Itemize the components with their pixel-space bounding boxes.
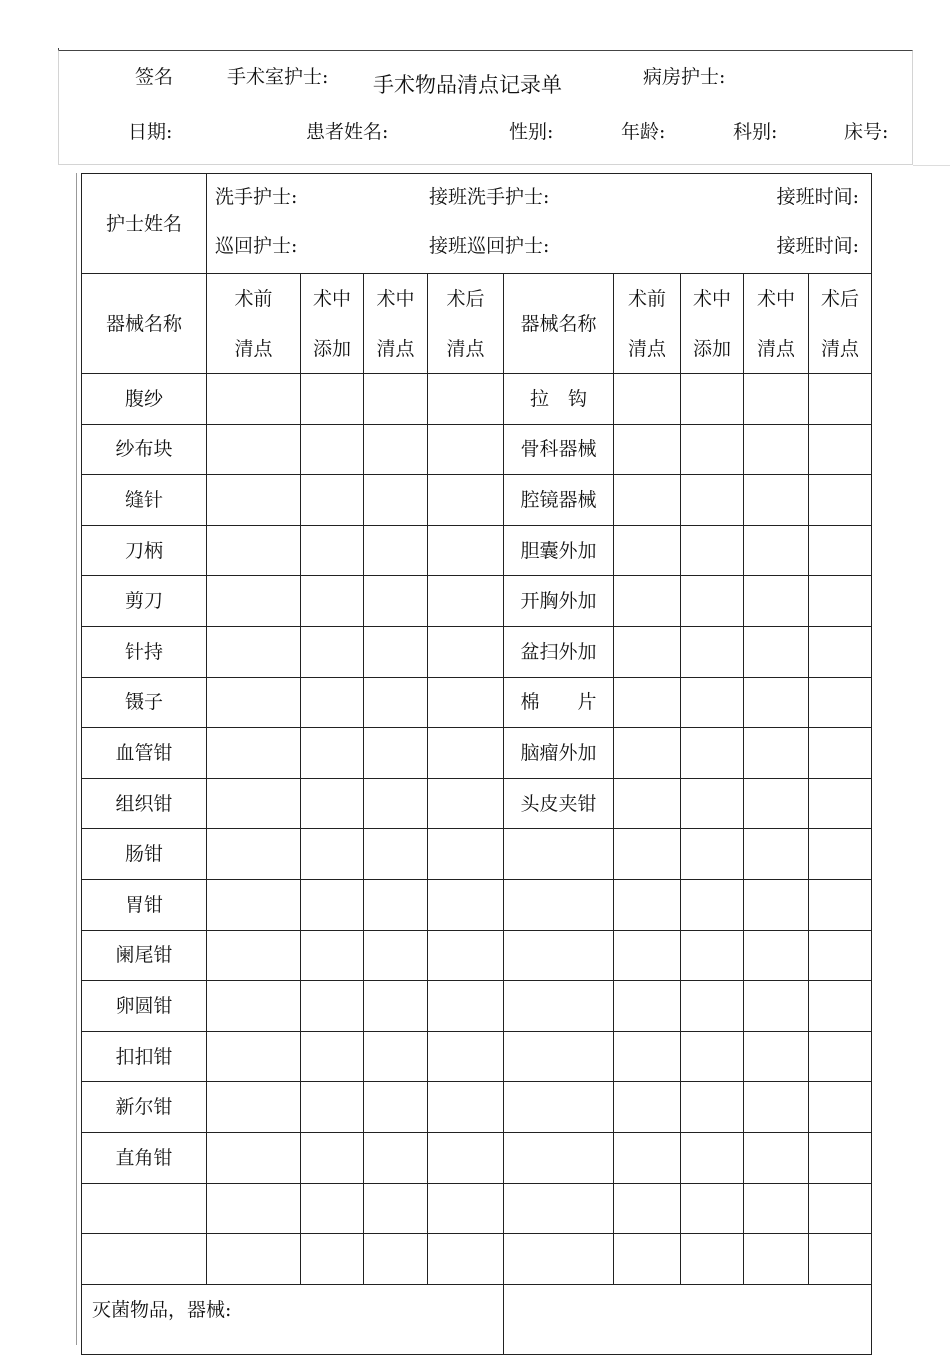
count-cell[interactable] [364,829,428,880]
table-row [82,1082,872,1133]
count-cell[interactable] [614,981,681,1032]
count-cell[interactable] [681,374,744,425]
table-row [82,728,872,779]
count-cell[interactable] [744,677,809,728]
relief-circulating-nurse-label: 接班巡回护士: [429,235,550,257]
instrument-name: 针持 [82,626,207,677]
count-cell[interactable] [207,1132,301,1183]
count-cell[interactable] [809,576,872,627]
count-cell[interactable] [744,778,809,829]
count-cell[interactable] [301,475,364,526]
page-title: 手术物品清点记录单 [373,73,562,97]
post-op-count-header: 术后 清点 [809,274,872,374]
instrument-name [504,1031,614,1082]
count-cell[interactable] [681,626,744,677]
count-cell[interactable] [809,1234,872,1285]
header-divider [913,165,950,166]
count-cell[interactable] [614,374,681,425]
instrument-name: 扣扣钳 [82,1031,207,1082]
count-cell[interactable] [744,1183,809,1234]
count-cell[interactable] [744,829,809,880]
count-cell[interactable] [681,728,744,779]
count-cell[interactable] [207,1082,301,1133]
count-cell[interactable] [301,1082,364,1133]
instrument-name-header: 器械名称 [82,274,207,374]
count-cell[interactable] [614,576,681,627]
count-cell[interactable] [207,576,301,627]
sterile-items-row [82,1284,872,1354]
table-row [82,829,872,880]
count-cell[interactable] [681,1031,744,1082]
count-cell[interactable] [681,475,744,526]
count-cell[interactable] [428,677,504,728]
count-cell[interactable] [809,829,872,880]
count-cell[interactable] [809,525,872,576]
instrument-name: 胃钳 [82,879,207,930]
instrument-name-header: 器械名称 [504,274,614,374]
count-cell[interactable] [364,1082,428,1133]
count-cell[interactable] [681,1082,744,1133]
count-cell[interactable] [364,374,428,425]
handover-time-label: 接班时间: [776,235,859,257]
count-cell[interactable] [744,374,809,425]
count-cell[interactable] [681,829,744,880]
count-cell[interactable] [681,930,744,981]
header-box [58,50,913,165]
count-cell[interactable] [301,626,364,677]
count-cell[interactable] [207,626,301,677]
count-cell[interactable] [364,930,428,981]
count-cell[interactable] [428,424,504,475]
instrument-name: 刀柄 [82,525,207,576]
count-cell[interactable] [301,374,364,425]
pre-op-count-header: 术前 清点 [614,274,681,374]
instrument-name [82,1234,207,1285]
count-cell[interactable] [301,930,364,981]
count-cell[interactable] [428,374,504,425]
patient-name-label: 患者姓名: [306,121,389,143]
count-cell[interactable] [428,728,504,779]
instrument-name [504,1082,614,1133]
count-cell[interactable] [744,879,809,930]
count-cell[interactable] [614,1031,681,1082]
table-row [82,930,872,981]
pre-op-count-header: 术前 清点 [207,274,301,374]
intra-op-count-header: 术中 清点 [744,274,809,374]
instrument-name [504,1234,614,1285]
instrument-name: 新尔钳 [82,1082,207,1133]
intra-op-count-header: 术中 清点 [364,274,428,374]
count-cell[interactable] [207,829,301,880]
count-cell[interactable] [428,1031,504,1082]
count-cell[interactable] [207,930,301,981]
count-cell[interactable] [809,374,872,425]
instrument-name [504,1183,614,1234]
gender-label: 性别: [509,121,554,143]
count-cell[interactable] [614,879,681,930]
nurse-info-cell [207,174,872,274]
count-cell[interactable] [744,626,809,677]
count-cell[interactable] [207,1031,301,1082]
nurse-row [82,174,872,274]
count-cell[interactable] [744,728,809,779]
count-cell[interactable] [301,525,364,576]
instrument-name: 直角钳 [82,1132,207,1183]
count-cell[interactable] [614,424,681,475]
count-cell[interactable] [809,1183,872,1234]
instrument-name [504,1132,614,1183]
count-cell[interactable] [428,576,504,627]
table-row [82,626,872,677]
count-cell[interactable] [364,1031,428,1082]
count-cell[interactable] [744,1234,809,1285]
count-cell[interactable] [744,1082,809,1133]
count-cell[interactable] [614,626,681,677]
count-cell[interactable] [614,778,681,829]
relief-scrub-nurse-label: 接班洗手护士: [429,186,550,208]
instrument-name: 纱布块 [82,424,207,475]
instrument-name: 盆扫外加 [504,626,614,677]
count-cell[interactable] [744,1031,809,1082]
count-cell[interactable] [364,728,428,779]
count-cell[interactable] [681,778,744,829]
count-cell[interactable] [301,829,364,880]
count-cell[interactable] [207,778,301,829]
instrument-name: 缝针 [82,475,207,526]
count-cell[interactable] [428,475,504,526]
count-cell[interactable] [301,576,364,627]
table-row [82,525,872,576]
count-cell[interactable] [207,1183,301,1234]
instrument-name [504,981,614,1032]
instrument-name: 棉 片 [504,677,614,728]
count-cell[interactable] [809,879,872,930]
instrument-name: 脑瘤外加 [504,728,614,779]
count-cell[interactable] [744,981,809,1032]
count-cell[interactable] [428,879,504,930]
count-cell[interactable] [681,677,744,728]
count-cell[interactable] [428,778,504,829]
count-cell[interactable] [301,879,364,930]
table-row [82,1234,872,1285]
department-label: 科别: [733,121,778,143]
count-cell[interactable] [428,829,504,880]
count-cell[interactable] [364,879,428,930]
table-row [82,879,872,930]
instrument-name: 卵圆钳 [82,981,207,1032]
count-cell[interactable] [207,475,301,526]
sterile-items-field[interactable] [504,1284,872,1354]
count-cell[interactable] [614,677,681,728]
instrument-name: 阑尾钳 [82,930,207,981]
instrument-name: 血管钳 [82,728,207,779]
count-cell[interactable] [301,728,364,779]
count-cell[interactable] [681,879,744,930]
table-row [82,576,872,627]
count-cell[interactable] [744,475,809,526]
count-cell[interactable] [428,1183,504,1234]
count-cell[interactable] [428,1132,504,1183]
count-cell[interactable] [428,981,504,1032]
count-cell[interactable] [207,424,301,475]
count-cell[interactable] [364,1234,428,1285]
count-cell[interactable] [301,1234,364,1285]
count-cell[interactable] [207,677,301,728]
column-header-row [82,274,872,374]
table-row [82,677,872,728]
count-cell[interactable] [428,1234,504,1285]
count-cell[interactable] [364,626,428,677]
instrument-name: 组织钳 [82,778,207,829]
table-row [82,374,872,425]
count-cell[interactable] [744,576,809,627]
count-cell[interactable] [681,981,744,1032]
count-cell[interactable] [809,475,872,526]
instrument-name [82,1183,207,1234]
instrument-name: 剪刀 [82,576,207,627]
count-cell[interactable] [428,626,504,677]
count-table [81,173,872,1355]
count-cell[interactable] [207,879,301,930]
count-cell[interactable] [301,1183,364,1234]
count-cell[interactable] [809,424,872,475]
count-cell[interactable] [614,728,681,779]
count-cell[interactable] [744,930,809,981]
count-cell[interactable] [301,424,364,475]
count-cell[interactable] [614,525,681,576]
instrument-name: 镊子 [82,677,207,728]
count-cell[interactable] [681,1234,744,1285]
instrument-name [504,930,614,981]
count-cell[interactable] [364,1132,428,1183]
count-cell[interactable] [364,475,428,526]
signature-label: 签名 [135,66,174,88]
count-cell[interactable] [681,576,744,627]
count-cell[interactable] [809,1132,872,1183]
instrument-name: 肠钳 [82,829,207,880]
scrub-nurse-label: 洗手护士: [215,186,298,208]
count-cell[interactable] [207,728,301,779]
count-cell[interactable] [428,930,504,981]
table-row [82,778,872,829]
instrument-name: 头皮夹钳 [504,778,614,829]
instrument-name: 开胸外加 [504,576,614,627]
instrument-name: 腔镜器械 [504,475,614,526]
count-cell[interactable] [809,930,872,981]
table-row [82,981,872,1032]
table-row [82,1183,872,1234]
post-op-count-header: 术后 清点 [428,274,504,374]
age-label: 年龄: [621,121,666,143]
count-cell[interactable] [614,829,681,880]
instrument-name [504,879,614,930]
count-cell[interactable] [809,728,872,779]
table-row [82,1031,872,1082]
nurse-name-header: 护士姓名 [82,174,207,274]
count-cell[interactable] [809,981,872,1032]
count-cell[interactable] [744,525,809,576]
count-cell[interactable] [428,525,504,576]
count-cell[interactable] [744,424,809,475]
count-cell[interactable] [614,930,681,981]
table-row [82,1132,872,1183]
count-cell[interactable] [614,1132,681,1183]
count-cell[interactable] [364,424,428,475]
count-cell[interactable] [301,677,364,728]
handover-time-label: 接班时间: [776,186,859,208]
date-label: 日期: [128,121,173,143]
count-cell[interactable] [364,525,428,576]
count-cell[interactable] [809,626,872,677]
count-cell[interactable] [428,1082,504,1133]
count-cell[interactable] [301,778,364,829]
circulating-nurse-label: 巡回护士: [215,235,298,257]
instrument-name: 腹纱 [82,374,207,425]
count-cell[interactable] [364,677,428,728]
count-cell[interactable] [809,1082,872,1133]
count-cell[interactable] [681,424,744,475]
count-cell[interactable] [614,1234,681,1285]
count-cell[interactable] [809,778,872,829]
count-cell[interactable] [364,981,428,1032]
count-cell[interactable] [614,475,681,526]
count-cell[interactable] [207,981,301,1032]
instrument-name: 胆囊外加 [504,525,614,576]
ward-nurse-label: 病房护士: [643,66,726,88]
count-cell[interactable] [364,576,428,627]
intra-op-add-header: 术中 添加 [681,274,744,374]
count-cell[interactable] [681,1183,744,1234]
count-cell[interactable] [207,525,301,576]
count-cell[interactable] [681,1132,744,1183]
count-cell[interactable] [614,1183,681,1234]
count-cell[interactable] [809,1031,872,1082]
count-cell[interactable] [614,1082,681,1133]
table-row [82,475,872,526]
count-cell[interactable] [364,1183,428,1234]
count-cell[interactable] [364,778,428,829]
count-cell[interactable] [744,1132,809,1183]
sterile-items-label: 灭菌物品，器械: [82,1284,504,1354]
bed-label: 床号: [844,121,889,143]
count-cell[interactable] [301,1031,364,1082]
intra-op-add-header: 术中 添加 [301,274,364,374]
count-cell[interactable] [207,1234,301,1285]
count-cell[interactable] [301,981,364,1032]
instrument-name: 拉 钩 [504,374,614,425]
count-cell[interactable] [207,374,301,425]
count-cell[interactable] [681,525,744,576]
table-row [82,424,872,475]
or-nurse-label: 手术室护士: [227,66,329,88]
instrument-name [504,829,614,880]
count-cell[interactable] [809,677,872,728]
count-cell[interactable] [301,1132,364,1183]
page-left-edge [76,173,77,1345]
instrument-name: 骨科器械 [504,424,614,475]
